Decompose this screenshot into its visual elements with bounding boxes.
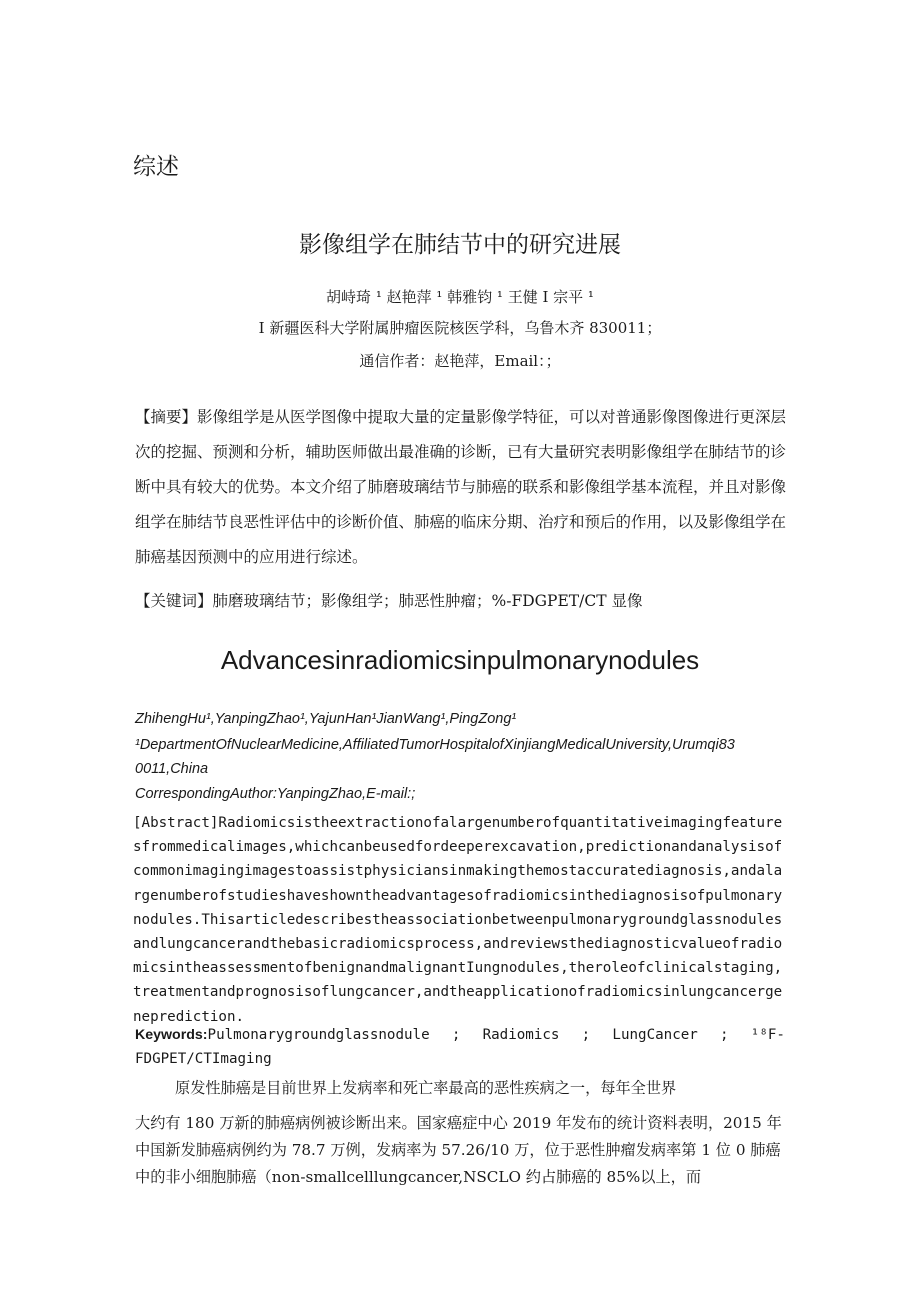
chinese-keywords-text: 肺磨玻璃结节；影像组学；肺恶性肿瘤；%-FDGPET/CT 显像 [212,592,643,610]
english-title: Advancesinradiomicsinpulmonarynodules [220,645,700,675]
english-corresponding-author: CorrespondingAuthor:YanpingZhao,E-mail:; [135,786,416,802]
english-abstract [133,811,783,1029]
body-paragraph-first-line: 原发性肺癌是目前世界上发病率和死亡率最高的恶性疾病之一，每年全世界 [175,1079,677,1097]
chinese-keywords-label: 【关键词】 [135,592,213,610]
keyword-2: Radiomics [482,1027,560,1043]
english-keywords-label: Keywords: [135,1027,208,1043]
chinese-abstract [135,400,795,575]
keyword-1: Pulmonarygroundglassnodule [207,1027,430,1043]
english-abstract-label: [Abstract] [133,815,219,831]
keyword-4-start: ¹⁸F- [750,1027,785,1043]
body-text [135,1075,790,1191]
chinese-abstract-text: 影像组学是从医学图像中提取大量的定量影像学特征，可以对普通影像图像进行更深层次的挖掘、预测和分析，辅助医师做出最准确的诊断，已有大量研究表明影像组学在肺结节的诊断中具有较大的优势。本文介绍了肺磨玻璃结节与肺癌的联系和影像组学基本流程，并且对影像组学在肺结节良恶性评估中的诊断价值、肺癌的临床分期、治疗和预后的作用，以及影像组学在肺癌基因预测中的应用进行综述。 [135,408,787,566]
chinese-title: 影像组学在肺结节中的研究进展 [299,232,621,258]
english-keywords-continued: FDGPET/CTImaging [135,1051,272,1067]
keyword-3: LungCancer [612,1027,698,1043]
keyword-separator: ; [720,1027,729,1043]
chinese-keywords [135,589,642,611]
english-authors: ZhihengHu¹,YanpingZhao¹,YajunHan¹JianWang¹,PingZong¹ [135,711,517,727]
chinese-affiliation: I 新疆医科大学附属肿瘤医院核医学科，乌鲁木齐 830011； [258,319,662,337]
chinese-abstract-label: 【摘要】 [135,408,198,426]
chinese-corresponding-author: 通信作者：赵艳萍，Email：； [359,352,561,370]
english-keywords [135,1027,785,1043]
section-label: 综述 [133,154,179,180]
english-affiliation-line-1: ¹DepartmentOfNuclearMedicine,AffiliatedTumorHospitalofXinjiangMedicalUniversity,Urumqi83 [135,737,735,753]
chinese-authors: 胡峙琦 ¹ 赵艳萍 ¹ 韩雅钧 ¹ 王健 I 宗平 ¹ [326,288,594,306]
english-abstract-text: Radiomicsistheextractionofalargenumberofquantitativeimagingfeaturesfrommedicalimages,whichcanbeusedfordeeperexcavation,predictionandanalysisofcommonimagingimagestoassistphysiciansinmakingthemostaccuratediagnosis,andalargenumberofstudieshaveshowntheadvantagesofradiomicsinthediagnosisofpulmonarynodules.Thisarticledescribestheassociationbetweenpulmonarygroundglassnodulesandlungcancerandthebasicradiomicsprocess,andreviewsthediagnosticvalueofradiomicsintheassessmentofbenignandmalignantIungnodules,theroleofclinicalstaging,treatmentandprognosisoflungcancer,andtheapplicationofradiomicsinlungcancergeneprediction. [133,815,783,1025]
keyword-separator: ; [581,1027,591,1043]
body-paragraph-continuation: 大约有 180 万新的肺癌病例被诊断出来。国家癌症中心 2019 年发布的统计资料表明，2015 年中国新发肺癌病例约为 78.7 万例，发病率为 57.26/10 万，位于恶性肿瘤发病率第 1 位 0 肺癌中的非小细胞肺癌（non-smallcelllungcancer,NSCLO 约占肺癌的 85%以上，而 [135,1114,782,1186]
keyword-separator: ; [451,1027,461,1043]
english-affiliation-line-2: 0011,China [135,761,209,777]
